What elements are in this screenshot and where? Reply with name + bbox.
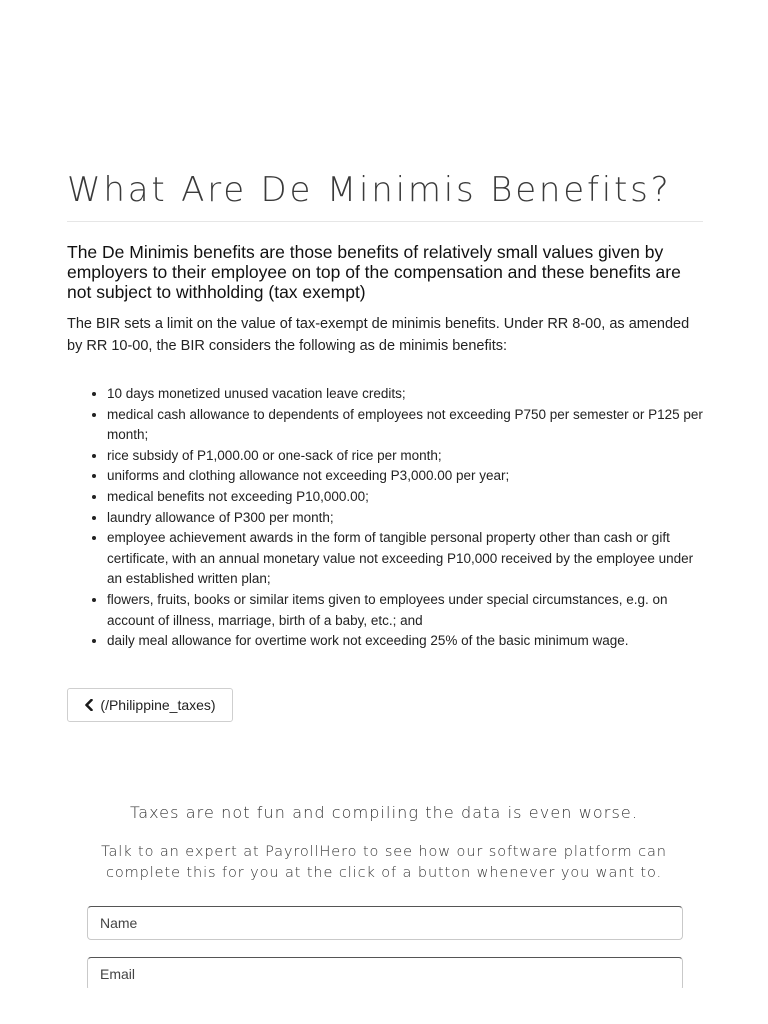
title-divider (67, 221, 703, 222)
list-item: • uniforms and clothing allowance not exceeding P3,000.00 per year; (107, 466, 707, 487)
list-item: • rice subsidy of P1,000.00 or one-sack of rice per month; (107, 446, 707, 467)
back-to-philippine-taxes-button[interactable] (67, 688, 233, 722)
list-item: • medical benefits not exceeding P10,000.00; (107, 487, 707, 508)
back-button-label: (/Philippine_taxes) (100, 697, 216, 713)
chevron-left-icon (84, 699, 94, 711)
lead-paragraph: The De Minimis benefits are those benefits of relatively small values given by employers to their employee on top of the compensation and these benefits are not subject to withholding (tax exempt) (67, 242, 681, 302)
name-field[interactable] (87, 906, 683, 940)
list-item: • flowers, fruits, books or similar items given to employees under special circumstances, e.g. on account of illness, marriage, birth of a baby, etc.; and (107, 590, 707, 631)
list-item: • medical cash allowance to dependents of employees not exceeding P750 per semester or P125 per month; (107, 405, 707, 446)
list-item: • daily meal allowance for overtime work not exceeding 25% of the basic minimum wage. (107, 631, 707, 652)
page-title: What Are De Minimis Benefits? (67, 170, 672, 210)
cta-heading: Taxes are not fun and compiling the data is even worse. (129, 803, 639, 822)
benefits-list (67, 384, 707, 652)
list-item: • laundry allowance of P300 per month; (107, 508, 707, 529)
list-item: • employee achievement awards in the form of tangible personal property other than cash or gift certificate, with an annual monetary value not exceeding P10,000 received by the employee under an established written plan; (107, 528, 707, 590)
list-item: • 10 days monetized unused vacation leave credits; (107, 384, 707, 405)
page-bottom-edge (0, 988, 768, 1024)
body-paragraph: The BIR sets a limit on the value of tax-exempt de minimis benefits. Under RR 8-00, as amended by RR 10-00, the BIR considers the following as de minimis benefits: (67, 316, 690, 354)
email-field[interactable] (87, 957, 683, 991)
cta-text: Talk to an expert at PayrollHero to see how our software platform can complete this for you at the click of a button whenever you want to. (101, 844, 667, 881)
